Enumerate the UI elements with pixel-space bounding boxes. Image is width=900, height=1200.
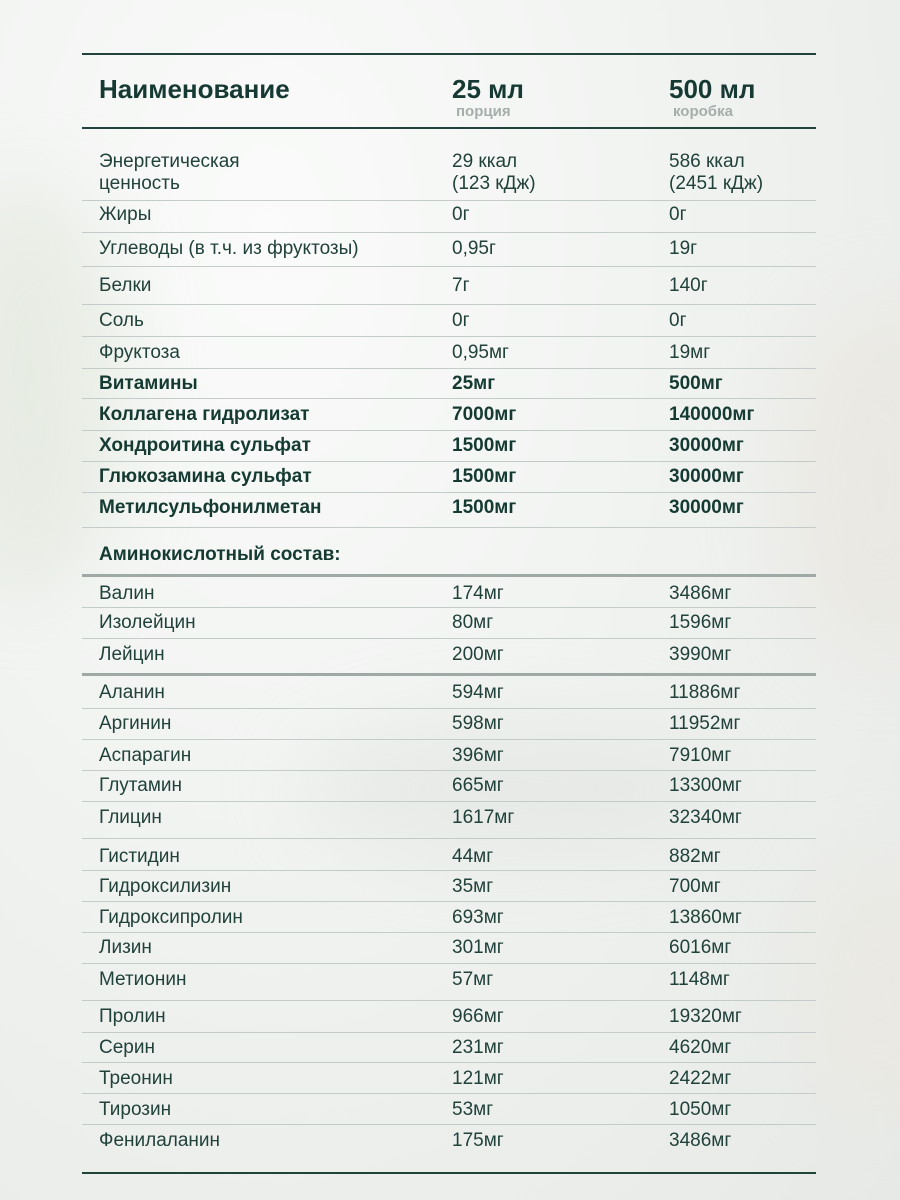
serving-value: 29 ккал (123 кДж) xyxy=(452,151,536,194)
serving-value: 80мг xyxy=(452,612,494,633)
table-row xyxy=(82,266,816,305)
serving-value: 53мг xyxy=(452,1099,494,1120)
box-value: 32340мг xyxy=(669,807,742,828)
table-row xyxy=(82,739,816,771)
serving-value: 35мг xyxy=(452,876,494,897)
serving-value: 0,95мг xyxy=(452,342,509,363)
serving-value: 25мг xyxy=(452,373,496,394)
serving-value: 1500мг xyxy=(452,435,517,456)
amino-acid-section-title: Аминокислотный состав: xyxy=(99,544,341,565)
box-value: 4620мг xyxy=(669,1037,732,1058)
box-value: 700мг xyxy=(669,876,721,897)
table-row xyxy=(82,304,816,337)
table-row xyxy=(82,232,816,267)
table-bottom-rule xyxy=(82,1172,816,1174)
box-value: 1050мг xyxy=(669,1099,732,1120)
serving-value: 57мг xyxy=(452,969,494,990)
nutrient-name: Метилсульфонилметан xyxy=(99,497,322,518)
box-value: 30000мг xyxy=(669,497,744,518)
table-row xyxy=(82,492,816,528)
box-value: 140г xyxy=(669,275,708,296)
table-top-rule xyxy=(82,53,816,55)
serving-value: 0г xyxy=(452,204,470,225)
box-value: 7910мг xyxy=(669,745,732,766)
column-header-box xyxy=(669,74,755,120)
serving-value: 1500мг xyxy=(452,466,517,487)
box-value: 3486мг xyxy=(669,1130,732,1151)
box-amount: 500 мл xyxy=(669,74,756,104)
table-row xyxy=(82,461,816,493)
serving-value: 231мг xyxy=(452,1037,504,1058)
column-header-name: Наименование xyxy=(99,74,290,104)
serving-value: 0,95г xyxy=(452,238,496,259)
box-value: 13300мг xyxy=(669,775,742,796)
serving-value: 1617мг xyxy=(452,807,515,828)
amino-name: Аспарагин xyxy=(99,745,192,766)
table-row xyxy=(82,638,816,676)
table-row xyxy=(82,801,816,839)
nutrient-name: Фруктоза xyxy=(99,342,180,363)
serving-value: 966мг xyxy=(452,1006,504,1027)
serving-value: 594мг xyxy=(452,682,504,703)
amino-name: Метионин xyxy=(99,969,187,990)
box-unit: коробка xyxy=(673,103,733,120)
table-row xyxy=(82,430,816,462)
section-divider xyxy=(82,527,816,577)
nutrient-name: Соль xyxy=(99,310,144,331)
amino-name: Валин xyxy=(99,583,155,604)
box-value: 19г xyxy=(669,238,698,259)
nutrient-name: Хондроитина сульфат xyxy=(99,435,311,456)
table-row xyxy=(82,607,816,639)
table-row xyxy=(82,1124,816,1164)
table-row xyxy=(82,200,816,233)
table-row xyxy=(82,1062,816,1094)
table-row xyxy=(82,708,816,740)
table-row xyxy=(82,932,816,964)
box-value: 19320мг xyxy=(669,1006,742,1027)
serving-value: 44мг xyxy=(452,846,494,867)
serving-unit: порция xyxy=(456,103,511,120)
table-row xyxy=(82,963,816,1001)
serving-value: 175мг xyxy=(452,1130,504,1151)
box-value: 30000мг xyxy=(669,466,744,487)
box-value: 1148мг xyxy=(669,969,730,990)
table-row xyxy=(82,770,816,802)
amino-name: Гистидин xyxy=(99,846,180,867)
box-value: 586 ккал (2451 кДж) xyxy=(669,151,764,194)
table-row xyxy=(82,870,816,902)
amino-name: Аланин xyxy=(99,682,165,703)
nutrient-name: Жиры xyxy=(99,204,152,225)
box-value: 2422мг xyxy=(669,1068,732,1089)
box-value: 11886мг xyxy=(669,682,741,703)
nutrient-name: Энергетическая ценность xyxy=(99,151,240,194)
box-value: 140000мг xyxy=(669,404,755,425)
column-header-serving xyxy=(452,74,524,120)
amino-name: Пролин xyxy=(99,1006,166,1027)
box-value: 30000мг xyxy=(669,435,744,456)
nutrient-name: Белки xyxy=(99,275,152,296)
serving-value: 174мг xyxy=(452,583,504,604)
serving-value: 598мг xyxy=(452,713,504,734)
table-row xyxy=(82,901,816,933)
amino-name: Глицин xyxy=(99,807,162,828)
box-value: 0г xyxy=(669,204,687,225)
nutrient-name: Глюкозамина сульфат xyxy=(99,466,312,487)
amino-name: Гидроксилизин xyxy=(99,876,232,897)
table-row xyxy=(82,838,816,871)
nutrient-name: Витамины xyxy=(99,373,198,394)
table-row xyxy=(82,1032,816,1063)
amino-name: Лейцин xyxy=(99,644,165,665)
box-value: 3990мг xyxy=(669,644,732,665)
box-value: 1596мг xyxy=(669,612,732,633)
box-value: 6016мг xyxy=(669,937,732,958)
amino-name: Аргинин xyxy=(99,713,172,734)
table-row xyxy=(82,1000,816,1033)
serving-value: 7000мг xyxy=(452,404,517,425)
box-value: 500мг xyxy=(669,373,723,394)
box-value: 19мг xyxy=(669,342,711,363)
amino-name: Глутамин xyxy=(99,775,183,796)
amino-name: Тирозин xyxy=(99,1099,172,1120)
nutrient-name: Углеводы (в т.ч. из фруктозы) xyxy=(99,238,359,259)
nutrient-name: Коллагена гидролизат xyxy=(99,404,310,425)
box-value: 13860мг xyxy=(669,907,742,928)
table-row xyxy=(82,368,816,399)
amino-name: Серин xyxy=(99,1037,155,1058)
box-value: 11952мг xyxy=(669,713,741,734)
table-row xyxy=(82,1093,816,1125)
table-row xyxy=(82,129,816,201)
serving-value: 0г xyxy=(452,310,470,331)
table-row xyxy=(82,577,816,608)
box-value: 882мг xyxy=(669,846,721,867)
amino-name: Треонин xyxy=(99,1068,173,1089)
amino-name: Лизин xyxy=(99,937,152,958)
serving-value: 396мг xyxy=(452,745,504,766)
table-row xyxy=(82,336,816,369)
serving-value: 301мг xyxy=(452,937,504,958)
serving-value: 121мг xyxy=(452,1068,504,1089)
serving-amount: 25 мл xyxy=(452,74,524,104)
box-value: 0г xyxy=(669,310,687,331)
amino-name: Изолейцин xyxy=(99,612,196,633)
serving-value: 200мг xyxy=(452,644,504,665)
box-value: 3486мг xyxy=(669,583,732,604)
serving-value: 693мг xyxy=(452,907,504,928)
amino-name: Гидроксипролин xyxy=(99,907,243,928)
table-row xyxy=(82,676,816,709)
table-row xyxy=(82,398,816,431)
serving-value: 665мг xyxy=(452,775,504,796)
serving-value: 1500мг xyxy=(452,497,517,518)
amino-name: Фенилаланин xyxy=(99,1130,221,1151)
serving-value: 7г xyxy=(452,275,470,296)
